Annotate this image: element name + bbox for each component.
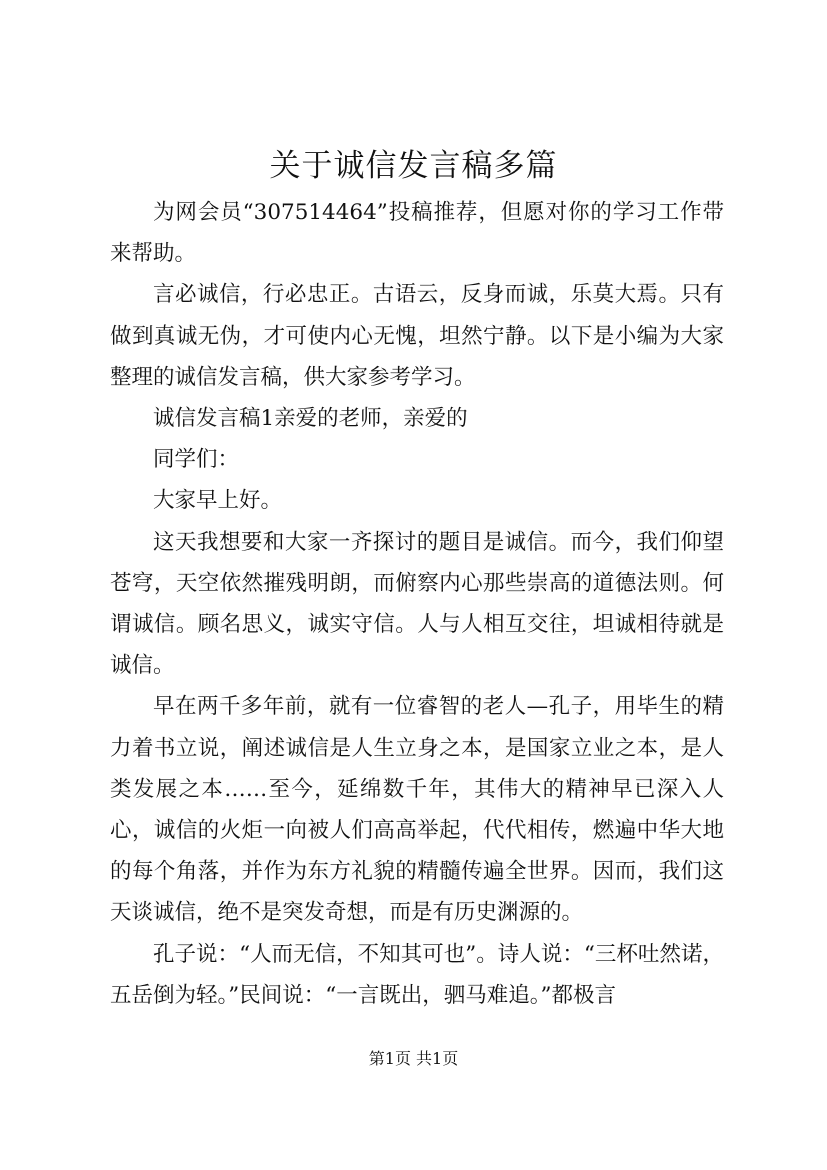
- paragraph-summary: 言必诚信，行必忠正。古语云，反身而诚，乐莫大焉。只有做到真诚无伪，才可使内心无愧，坦然宁静。以下是小编为大家整理的诚信发言稿，供大家参考学习。: [110, 282, 724, 390]
- document-title: 关于诚信发言稿多篇: [269, 148, 558, 184]
- paragraph-history: 早在两千多年前，就有一位睿智的老人—孔子，用毕生的精力着书立说，阐述诚信是人生立身之本，是国家立业之本，是人类发展之本……至今，延绵数千年，其伟大的精神早已深入人心，诚信的火炬一向被人们高高举起，代代相传，燃遍中华大地的每个角落，并作为东方礼貌的精髓传遍全世界。因而，我们这天谈诚信，绝不是突发奇想，而是有历史渊源的。: [110, 694, 724, 926]
- paragraph-intro: 为网会员“307514464”投稿推荐，但愿对你的学习工作带来帮助。: [110, 200, 724, 267]
- paragraph-greeting: 大家早上好。: [153, 488, 283, 514]
- document-body: [110, 192, 724, 1016]
- paragraph-topic: 这天我想要和大家一齐探讨的题目是诚信。而今，我们仰望苍穹，天空依然摧残明朗，而俯察内心那些崇高的道德法则。何谓诚信。顾名思义，诚实守信。人与人相互交往，坦诚相待就是诚信。: [110, 529, 724, 679]
- page-footer: 第1页 共1页: [368, 1049, 459, 1068]
- paragraph-salutation: 同学们：: [153, 447, 240, 473]
- paragraph-heading: 诚信发言稿1亲爱的老师，亲爱的: [153, 406, 468, 432]
- paragraph-quotes: 孔子说：“人而无信，不知其可也”。诗人说：“三杯吐然诺，五岳倒为轻。”民间说：“一言既出，驷马难追。”都极言: [110, 941, 724, 1008]
